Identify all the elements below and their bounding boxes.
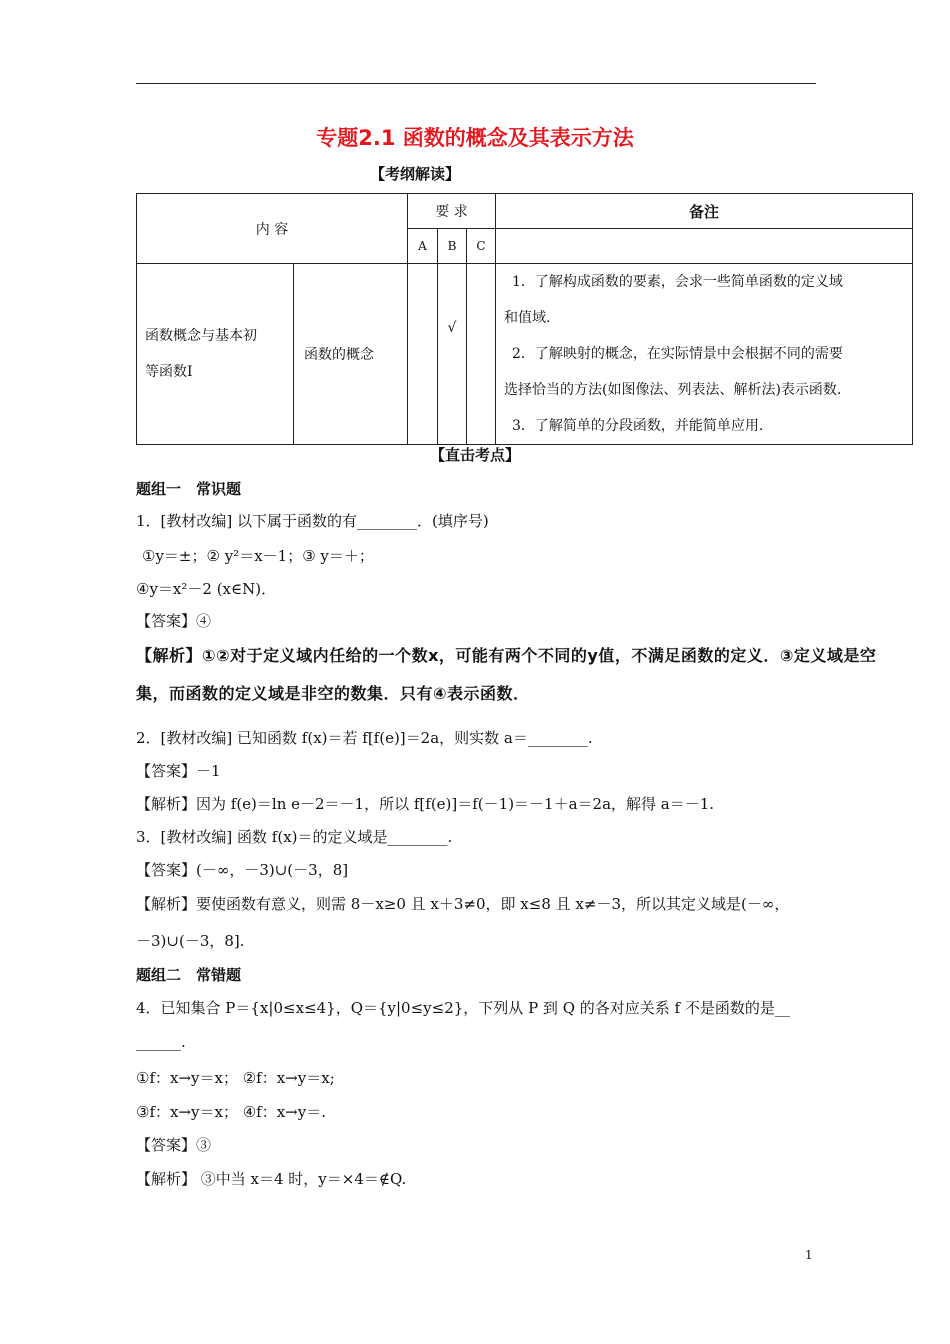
level-a-cell	[408, 264, 438, 445]
note-line: 选择恰当的方法(如图像法、列表法、解析法)表示函数.	[504, 382, 842, 398]
q1-options-1: ①y＝±；② y²＝x－1；③ y＝＋；	[142, 547, 374, 565]
q4-options-1: ①f：x→y＝x； ②f：x→y＝x;	[136, 1069, 335, 1087]
q2-text: 2．[教材改编] 已知函数 f(x)＝若 f[f(e)]＝2a，则实数 a＝________.	[136, 729, 593, 747]
section-outline-heading: 【考纲解读】	[370, 165, 461, 183]
q3-answer: 【答案】(－∞，－3)∪(－3，8]	[136, 861, 349, 879]
category-line: 函数概念与基本初	[145, 328, 257, 344]
note-line: 3．了解简单的分段函数，并能简单应用.	[512, 418, 764, 434]
category-cell	[137, 264, 294, 445]
level-b: B	[438, 229, 467, 264]
q4-options-2: ③f：x→y＝x； ④f：x→y＝.	[136, 1103, 326, 1121]
note-line: 2．了解映射的概念，在实际情景中会根据不同的需要	[512, 346, 843, 362]
q1-text: 1．[教材改编] 以下属于函数的有________．(填序号)	[136, 512, 489, 530]
q4-answer: 【答案】③	[136, 1136, 212, 1154]
q4-analysis: 【解析】 ③中当 x＝4 时，y＝×4＝∉Q.	[136, 1170, 407, 1188]
topic-cell: 函数的概念	[294, 264, 408, 445]
page-number: 1	[805, 1248, 813, 1262]
q4-text-2: ______.	[136, 1033, 186, 1051]
notes-header: 备注	[496, 194, 913, 229]
note-line: 和值域.	[504, 310, 551, 326]
q2-analysis: 【解析】因为 f(e)＝ln e－2＝－1，所以 f[f(e)]＝f(－1)＝－1＋a＝2a，解得 a＝－1.	[136, 795, 715, 813]
syllabus-table	[136, 193, 913, 445]
q1-options-2: ④y＝x²－2 (x∈N)．	[136, 580, 277, 598]
q3-text: 3．[教材改编] 函数 f(x)＝的定义域是________.	[136, 828, 453, 846]
level-c: C	[467, 229, 496, 264]
header-rule	[136, 83, 816, 84]
category-line: 等函数Ⅰ	[145, 364, 193, 380]
q1-answer: 【答案】④	[136, 612, 212, 630]
level-a: A	[408, 229, 438, 264]
notes-cell	[496, 264, 913, 445]
section-points-heading: 【直击考点】	[430, 446, 521, 464]
requirement-header: 要 求	[408, 194, 496, 229]
q1-analysis-1: 【解析】①②对于定义域内任给的一个数x，可能有两个不同的y值，不满足函数的定义．③定义域是空	[136, 646, 877, 665]
note-line: 1．了解构成函数的要素，会求一些简单函数的定义域	[512, 274, 843, 290]
q3-analysis-2: －3)∪(－3，8].	[136, 932, 245, 950]
q1-analysis-2: 集，而函数的定义域是非空的数集．只有④表示函数．	[136, 684, 530, 703]
q4-text-1: 4．已知集合 P＝{x|0≤x≤4}，Q＝{y|0≤y≤2}，下列从 P 到 Q 的各对应关系 f 不是函数的是__	[136, 999, 790, 1017]
document-title: 专题2.1 函数的概念及其表示方法	[316, 126, 634, 150]
q2-answer: 【答案】－1	[136, 762, 221, 780]
group-two-heading: 题组二 常错题	[136, 966, 242, 984]
check-mark: √	[438, 264, 467, 445]
q3-analysis-1: 【解析】要使函数有意义，则需 8－x≥0 且 x＋3≠0，即 x≤8 且 x≠－3，所以其定义域是(－∞，	[136, 895, 790, 913]
level-c-cell	[467, 264, 496, 445]
notes-subheader-empty	[496, 229, 913, 264]
content-header: 内 容	[137, 194, 408, 264]
group-one-heading: 题组一 常识题	[136, 480, 242, 498]
